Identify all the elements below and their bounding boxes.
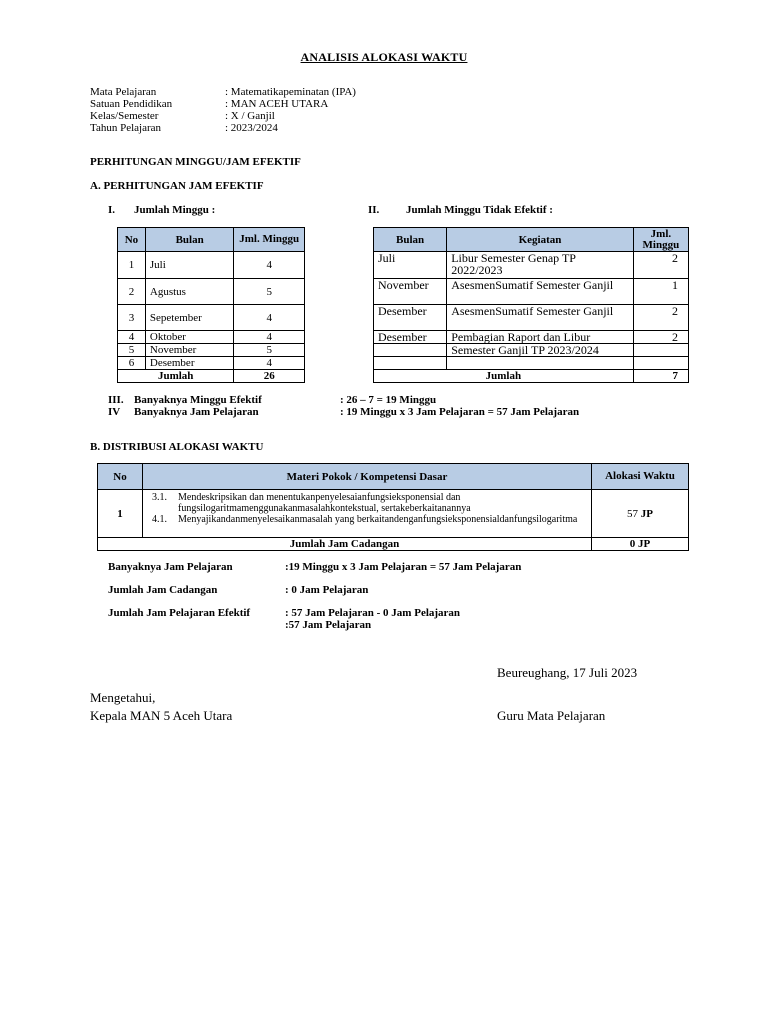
column-header: Materi Pokok / Kompetensi Dasar [143, 464, 592, 490]
column-header: Jml. Minggu [633, 228, 688, 252]
column-header: Jml. Minggu [234, 228, 305, 252]
table-row [98, 490, 689, 538]
table-cell: 5 [234, 344, 305, 357]
non-effective-weeks-table [373, 227, 689, 383]
table-cell: 4 [234, 331, 305, 344]
table-row [374, 252, 689, 279]
table-header-row [98, 464, 689, 490]
competency-item [152, 492, 587, 514]
table-cell: 4 [234, 357, 305, 370]
principal-role: Kepala MAN 5 Aceh Utara [90, 708, 233, 723]
subheading-i-number: I. [108, 204, 116, 216]
table-cell: 5 [118, 344, 146, 357]
identity-label: Satuan Pendidikan [90, 98, 173, 110]
identity-row [90, 122, 356, 134]
table-header-row [118, 228, 305, 252]
allocation-number: 57 [627, 507, 638, 520]
table-row [118, 305, 305, 331]
summary-row [108, 394, 579, 406]
summary-block [108, 394, 579, 418]
column-header: No [118, 228, 146, 252]
table-cell: Sepetember [145, 305, 234, 331]
place-date: Beureughang, 17 Juli 2023 [497, 665, 638, 680]
teacher-role: Guru Mata Pelajaran [497, 708, 606, 723]
identity-row [90, 86, 356, 98]
table-cell: Oktober [145, 331, 234, 344]
table-row [374, 331, 689, 344]
summary-number: III. [108, 394, 124, 406]
allocation-cell [592, 490, 689, 538]
distribution-label: Jumlah Jam Cadangan [108, 584, 218, 596]
identity-value: : 2023/2024 [225, 122, 278, 134]
distribution-summary [108, 561, 521, 642]
competency-cell [143, 490, 592, 538]
identity-block [90, 86, 356, 134]
identity-value: : MAN ACEH UTARA [225, 98, 329, 110]
competency-number: 3.1. [152, 492, 167, 503]
section-a-heading: A. PERHITUNGAN JAM EFEKTIF [90, 180, 264, 192]
distribution-value: : 57 Jam Pelajaran - 0 Jam Pelajaran [285, 607, 461, 619]
identity-value: : Matematikapeminatan (IPA) [225, 86, 356, 98]
table-cell: 6 [118, 357, 146, 370]
table-cell: 4 [234, 305, 305, 331]
summary-value: : 26 – 7 = 19 Minggu [340, 394, 437, 406]
effective-weeks-table [117, 227, 305, 383]
column-header: Bulan [374, 228, 447, 252]
table-cell [633, 357, 688, 370]
summary-label: Banyaknya Jam Pelajaran [134, 406, 259, 418]
distribution-row [108, 561, 521, 573]
competency-number: 4.1. [152, 514, 167, 525]
summary-value: : 19 Minggu x 3 Jam Pelajaran = 57 Jam Pelajaran [340, 406, 580, 418]
table-cell: Desember [374, 305, 447, 331]
identity-row [90, 110, 356, 122]
total-label: Jumlah [118, 370, 234, 383]
identity-value: : X / Ganjil [225, 110, 275, 122]
table-cell: 5 [234, 279, 305, 305]
table-row [374, 305, 689, 331]
identity-label: Tahun Pelajaran [90, 122, 162, 134]
table-cell: November [374, 279, 447, 305]
table-cell: Semester Ganjil TP 2023/2024 [447, 344, 634, 357]
table-cell [374, 357, 447, 370]
summary-row [108, 406, 579, 418]
total-label: Jumlah [374, 370, 634, 383]
table-cell: 3 [118, 305, 146, 331]
table-header-row [374, 228, 689, 252]
table-cell: Desember [374, 331, 447, 344]
table-cell [447, 357, 634, 370]
table-row [118, 357, 305, 370]
table-cell [633, 344, 688, 357]
summary-label: Banyaknya Minggu Efektif [134, 394, 262, 406]
identity-row [90, 98, 356, 110]
table-cell: Agustus [145, 279, 234, 305]
table-cell: Juli [145, 252, 234, 279]
distribution-row [108, 607, 521, 631]
distribution-row [108, 584, 521, 596]
table-row [374, 357, 689, 370]
table-cell [374, 344, 447, 357]
table-cell: Desember [145, 357, 234, 370]
table-cell: November [145, 344, 234, 357]
competency-item [152, 514, 587, 525]
table-row [118, 279, 305, 305]
time-allocation-table [97, 463, 689, 551]
acknowledged-label: Mengetahui, [90, 690, 156, 705]
main-heading: PERHITUNGAN MINGGU/JAM EFEKTIF [90, 156, 301, 168]
distribution-value: : 0 Jam Pelajaran [285, 584, 369, 596]
table-cell: 2 [633, 252, 688, 279]
table-total-row [98, 538, 689, 551]
identity-label: Mata Pelajaran [90, 86, 157, 98]
table-row [118, 344, 305, 357]
section-b-heading: B. DISTRIBUSI ALOKASI WAKTU [90, 441, 264, 453]
table-cell: 2 [633, 305, 688, 331]
table-cell: Libur Semester Genap TP 2022/2023 [447, 252, 634, 279]
reserve-label: Jumlah Jam Cadangan [98, 538, 592, 551]
total-value: 7 [633, 370, 688, 383]
table-cell: 2 [118, 279, 146, 305]
competency-text: Mendeskripsikan dan menentukanpenyelesaianfungsieksponensial dan fungsilogaritmamenggunakanmasalahkontekstual, sertakeberkaitanannya [178, 492, 471, 514]
distribution-label: Jumlah Jam Pelajaran Efektif [108, 607, 251, 619]
subheading-i-label: Jumlah Minggu : [134, 204, 216, 216]
subheading-ii-label: Jumlah Minggu Tidak Efektif : [406, 204, 553, 216]
reserve-value: 0 JP [592, 538, 689, 551]
table-row [118, 252, 305, 279]
document-title: ANALISIS ALOKASI WAKTU [300, 50, 468, 64]
table-cell: Juli [374, 252, 447, 279]
column-header: Alokasi Waktu [592, 464, 689, 490]
table-total-row [118, 370, 305, 383]
table-cell: Pembagian Raport dan Libur [447, 331, 634, 344]
subheading-ii-number: II. [368, 204, 380, 216]
column-header: No [98, 464, 143, 490]
distribution-value-group [285, 607, 460, 631]
table-cell: 4 [118, 331, 146, 344]
table-total-row [374, 370, 689, 383]
table-row [374, 344, 689, 357]
table-row [374, 279, 689, 305]
table-cell: AsesmenSumatif Semester Ganjil [447, 305, 634, 331]
subheading-i [108, 204, 215, 216]
table-cell: 1 [98, 490, 143, 538]
column-header: Kegiatan [447, 228, 634, 252]
total-value: 26 [234, 370, 305, 383]
allocation-unit: JP [640, 507, 653, 520]
summary-number: IV [108, 406, 121, 418]
identity-label: Kelas/Semester [90, 110, 159, 122]
distribution-value-result: :57 Jam Pelajaran [285, 619, 372, 631]
competency-text: Menyajikandanmenyelesaikanmasalah yang berkaitandenganfungsieksponensialdanfungsilogaritma [178, 514, 578, 525]
distribution-value: :19 Minggu x 3 Jam Pelajaran = 57 Jam Pelajaran [285, 561, 522, 573]
subheading-ii [368, 204, 553, 216]
table-cell: 1 [118, 252, 146, 279]
table-cell: 1 [633, 279, 688, 305]
table-cell: AsesmenSumatif Semester Ganjil [447, 279, 634, 305]
table-cell: 4 [234, 252, 305, 279]
column-header: Bulan [145, 228, 234, 252]
distribution-label: Banyaknya Jam Pelajaran [108, 561, 233, 573]
table-cell: 2 [633, 331, 688, 344]
table-row [118, 331, 305, 344]
